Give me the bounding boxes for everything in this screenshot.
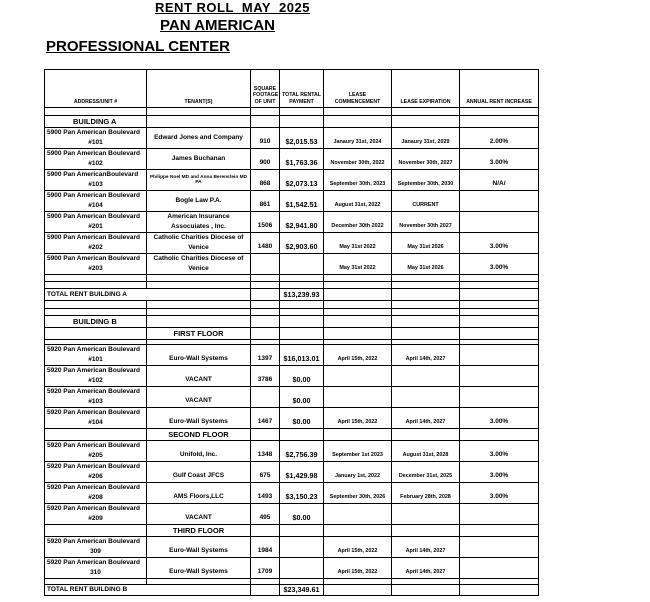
expiration-cell: Janaury 31st, 2029: [392, 128, 460, 149]
increase-cell: 3.00%: [460, 441, 539, 462]
tenant-cell: [147, 212, 251, 233]
address-line: 5920 Pan American Boulevard: [47, 346, 140, 353]
empty-cell: [147, 316, 251, 328]
address-line: 5900 Pan American Boulevard: [47, 234, 140, 241]
empty-cell: [324, 275, 392, 282]
commencement-cell: May 31st 2022: [324, 254, 392, 275]
address-line: 5920 Pan American Boulevard: [47, 559, 140, 566]
commencement-cell: September 30th, 2026: [324, 483, 392, 504]
empty-cell: [392, 301, 460, 309]
unit-number: #102: [88, 160, 103, 167]
property-name: PAN AMERICAN: [160, 17, 275, 34]
spacer-row: [45, 301, 539, 309]
tenant-cell: Euro-Wall Systems: [147, 345, 251, 366]
table-row: [45, 483, 539, 504]
empty-cell: [251, 282, 280, 289]
header-expiration: LEASE EXPIRATION: [392, 70, 460, 108]
commencement-cell: December 30th 2022: [324, 212, 392, 233]
sqft-cell: 1984: [251, 537, 280, 558]
empty-cell: [392, 289, 460, 301]
sqft-cell: 910: [251, 128, 280, 149]
empty-cell: [45, 282, 147, 289]
empty-cell: [392, 429, 460, 441]
table-row: [45, 387, 539, 408]
empty-cell: [280, 525, 324, 537]
header-commencement: LEASE COMMENCEMENT: [324, 70, 392, 108]
increase-cell: 3.00%: [460, 462, 539, 483]
commencement-cell: Janaury 31st, 2024: [324, 128, 392, 149]
increase-cell: [460, 558, 539, 579]
expiration-cell: August 31st, 2028: [392, 441, 460, 462]
rent-cell: [280, 254, 324, 275]
commencement-cell: September 30th, 2023: [324, 170, 392, 191]
tenant-cell: Euro-Wall Systems: [147, 558, 251, 579]
section-row: [45, 116, 539, 128]
increase-cell: 3.00%: [460, 408, 539, 429]
empty-cell: [392, 316, 460, 328]
table-row: [45, 441, 539, 462]
empty-cell: [251, 289, 280, 301]
header-row: [45, 70, 539, 108]
rent-roll-table: [44, 69, 539, 596]
empty-cell: [280, 275, 324, 282]
tenant-cell: VACANT: [147, 366, 251, 387]
sqft-cell: 1467: [251, 408, 280, 429]
increase-cell: [460, 191, 539, 212]
empty-cell: [147, 275, 251, 282]
empty-cell: [251, 301, 280, 309]
expiration-cell: CURRENT: [392, 191, 460, 212]
empty-cell: [324, 429, 392, 441]
total-row-building-a: [45, 289, 539, 301]
address-cell: [45, 366, 147, 387]
address-cell: [45, 212, 147, 233]
expiration-cell: November 30th 2027: [392, 212, 460, 233]
sqft-cell: 861: [251, 191, 280, 212]
increase-cell: [460, 537, 539, 558]
expiration-cell: May 31st 2026: [392, 233, 460, 254]
empty-cell: [324, 108, 392, 116]
table-row: [45, 345, 539, 366]
sqft-cell: 1709: [251, 558, 280, 579]
commencement-cell: [324, 504, 392, 525]
total-label: TOTAL RENT BUILDING B: [45, 585, 251, 596]
address-line: 5920 Pan American Boulevard: [47, 409, 140, 416]
empty-cell: [280, 328, 324, 340]
commencement-cell: April 15th, 2022: [324, 537, 392, 558]
empty-cell: [251, 328, 280, 340]
table-row: [45, 233, 539, 254]
unit-number: #206: [88, 473, 103, 480]
address-line: 5920 Pan American Boulevard: [47, 505, 140, 512]
unit-number: #104: [88, 202, 103, 209]
rent-cell: [280, 558, 324, 579]
table-row: [45, 537, 539, 558]
table-row: [45, 212, 539, 233]
sqft-cell: 675: [251, 462, 280, 483]
increase-cell: [460, 366, 539, 387]
empty-cell: [324, 328, 392, 340]
empty-cell: [45, 309, 147, 316]
sqft-cell: [251, 254, 280, 275]
address-cell: [45, 345, 147, 366]
expiration-cell: April 14th, 2027: [392, 537, 460, 558]
empty-cell: [280, 108, 324, 116]
tenant-cell: Unifold, Inc.: [147, 441, 251, 462]
section-row: [45, 316, 539, 328]
unit-number: #202: [88, 244, 103, 251]
empty-cell: [280, 316, 324, 328]
empty-cell: [460, 282, 539, 289]
commencement-cell: [324, 366, 392, 387]
sqft-cell: 495: [251, 504, 280, 525]
table-row: [45, 254, 539, 275]
header-sqft: SQUARE FOOTAGE OF UNIT: [251, 70, 280, 108]
sqft-cell: 1506: [251, 212, 280, 233]
empty-cell: [460, 116, 539, 128]
header-address: ADDRESS/UNIT #: [45, 70, 147, 108]
empty-cell: [324, 585, 392, 596]
empty-cell: [392, 108, 460, 116]
tenant-line-1: Catholic Charities Diocese of: [153, 255, 244, 262]
table-row: [45, 408, 539, 429]
address-cell: [45, 191, 147, 212]
empty-cell: [251, 309, 280, 316]
empty-cell: [147, 282, 251, 289]
rent-cell: $2,756.39: [280, 441, 324, 462]
address-line: 5920 Pan American Boulevard: [47, 442, 140, 449]
tenant-cell: [147, 191, 251, 212]
address-line: 5900 Pan AmericanBoulevard: [47, 171, 139, 178]
floor-row: [45, 328, 539, 340]
empty-cell: [280, 429, 324, 441]
empty-cell: [45, 525, 147, 537]
tenant-cell: Gulf Coast JFCS: [147, 462, 251, 483]
commencement-cell: September 1st 2023: [324, 441, 392, 462]
rent-cell: $2,903.60: [280, 233, 324, 254]
unit-number: 310: [90, 569, 101, 576]
unit-number: 309: [90, 548, 101, 555]
unit-number: #209: [88, 515, 103, 522]
tenant-line-2: Edward Jones and Company: [154, 134, 243, 141]
increase-cell: 2.00%: [460, 128, 539, 149]
address-cell: [45, 149, 147, 170]
increase-cell: 3.00%: [460, 483, 539, 504]
empty-cell: [460, 275, 539, 282]
empty-cell: [251, 316, 280, 328]
sqft-cell: 900: [251, 149, 280, 170]
tenant-line-1: Catholic Charities Diocese of: [153, 234, 244, 241]
tenant-line-2: James Buchanan: [171, 155, 226, 162]
empty-cell: [392, 309, 460, 316]
sqft-cell: 868: [251, 170, 280, 191]
rent-cell: $1,542.51: [280, 191, 324, 212]
increase-cell: [460, 212, 539, 233]
rent-cell: $0.00: [280, 366, 324, 387]
spacer-row: [45, 275, 539, 282]
empty-cell: [280, 301, 324, 309]
empty-cell: [324, 289, 392, 301]
commencement-cell: August 31st, 2022: [324, 191, 392, 212]
rent-cell: [280, 537, 324, 558]
floor-label: FIRST FLOOR: [147, 328, 251, 340]
empty-cell: [460, 108, 539, 116]
tenant-line-1: American Insurance: [167, 213, 230, 220]
address-line: 5900 Pan American Boulevard: [47, 255, 140, 262]
address-cell: [45, 254, 147, 275]
total-label: TOTAL RENT BUILDING A: [45, 289, 251, 301]
empty-cell: [251, 525, 280, 537]
empty-cell: [147, 108, 251, 116]
empty-cell: [45, 301, 147, 309]
spacer-row: [45, 108, 539, 116]
commencement-cell: May 31st 2022: [324, 233, 392, 254]
unit-number: #101: [88, 356, 103, 363]
expiration-cell: [392, 366, 460, 387]
section-label: BUILDING A: [45, 116, 147, 128]
increase-cell: [460, 387, 539, 408]
table-row: [45, 128, 539, 149]
address-line: 5920 Pan American Boulevard: [47, 367, 140, 374]
commencement-cell: [324, 387, 392, 408]
commencement-cell: November 30th, 2022: [324, 149, 392, 170]
empty-cell: [460, 316, 539, 328]
tenant-cell: [147, 170, 251, 191]
rent-cell: $0.00: [280, 504, 324, 525]
property-name-line2: PROFESSIONAL CENTER: [46, 38, 230, 55]
spacer-row: [45, 309, 539, 316]
empty-cell: [324, 282, 392, 289]
floor-row: [45, 429, 539, 441]
empty-cell: [392, 116, 460, 128]
empty-cell: [251, 116, 280, 128]
empty-cell: [324, 301, 392, 309]
section-label: BUILDING B: [45, 316, 147, 328]
tenant-cell: AMS Floors,LLC: [147, 483, 251, 504]
address-cell: [45, 441, 147, 462]
unit-number: #101: [88, 139, 103, 146]
table-row: [45, 149, 539, 170]
table-row: [45, 504, 539, 525]
tenant-cell: [147, 254, 251, 275]
empty-cell: [147, 301, 251, 309]
empty-cell: [392, 328, 460, 340]
empty-cell: [147, 309, 251, 316]
rent-cell: $0.00: [280, 387, 324, 408]
expiration-cell: April 14th, 2027: [392, 408, 460, 429]
address-line: 5920 Pan American Boulevard: [47, 484, 140, 491]
empty-cell: [392, 585, 460, 596]
address-cell: [45, 537, 147, 558]
unit-number: #102: [88, 377, 103, 384]
address-cell: [45, 558, 147, 579]
total-rent: $23,349.61: [280, 585, 324, 596]
empty-cell: [324, 525, 392, 537]
address-cell: [45, 128, 147, 149]
tenant-cell: Euro-Wall Systems: [147, 537, 251, 558]
address-line: 5900 Pan American Boulevard: [47, 129, 140, 136]
increase-cell: [460, 345, 539, 366]
tenant-cell: VACANT: [147, 504, 251, 525]
address-line: 5900 Pan American Boulevard: [47, 150, 140, 157]
table-row: [45, 170, 539, 191]
address-line: 5920 Pan American Boulevard: [47, 463, 140, 470]
address-line: 5900 Pan American Boulevard: [47, 192, 140, 199]
empty-cell: [251, 429, 280, 441]
rent-cell: $3,150.23: [280, 483, 324, 504]
expiration-cell: December 31st, 2025: [392, 462, 460, 483]
empty-cell: [280, 309, 324, 316]
unit-number: #203: [88, 265, 103, 272]
empty-cell: [460, 429, 539, 441]
empty-cell: [324, 316, 392, 328]
empty-cell: [251, 585, 280, 596]
address-cell: [45, 504, 147, 525]
tenant-line-2: Venice: [188, 244, 209, 251]
address-line: 5920 Pan American Boulevard: [47, 538, 140, 545]
address-cell: [45, 408, 147, 429]
tenant-cell: Euro-Wall Systems: [147, 408, 251, 429]
expiration-cell: [392, 504, 460, 525]
rent-cell: $2,015.53: [280, 128, 324, 149]
tenant-line-2: Assocuiates , Inc.: [171, 223, 226, 230]
sqft-cell: 3786: [251, 366, 280, 387]
empty-cell: [392, 275, 460, 282]
expiration-cell: [392, 387, 460, 408]
address-cell: [45, 233, 147, 254]
address-line: 5920 Pan American Boulevard: [47, 388, 140, 395]
total-rent: $13,239.93: [280, 289, 324, 301]
commencement-cell: April 15th, 2022: [324, 408, 392, 429]
sqft-cell: 1493: [251, 483, 280, 504]
table-row: [45, 558, 539, 579]
sqft-cell: 1348: [251, 441, 280, 462]
empty-cell: [460, 289, 539, 301]
unit-number: #208: [88, 494, 103, 501]
header-rent: TOTAL RENTAL PAYMENT: [280, 70, 324, 108]
table-row: [45, 462, 539, 483]
increase-cell: [460, 504, 539, 525]
empty-cell: [460, 328, 539, 340]
expiration-cell: September 30th, 2030: [392, 170, 460, 191]
commencement-cell: April 15th, 2022: [324, 558, 392, 579]
unit-number: #104: [88, 419, 103, 426]
empty-cell: [460, 301, 539, 309]
empty-cell: [147, 116, 251, 128]
floor-label: THIRD FLOOR: [147, 525, 251, 537]
empty-cell: [324, 309, 392, 316]
tenant-line-2: Venice: [188, 265, 209, 272]
rent-cell: $1,763.36: [280, 149, 324, 170]
rent-cell: $2,073.13: [280, 170, 324, 191]
increase-cell: 3.00%: [460, 254, 539, 275]
floor-label: SECOND FLOOR: [147, 429, 251, 441]
commencement-cell: April 15th, 2022: [324, 345, 392, 366]
table-row: [45, 366, 539, 387]
tenant-line-1: Philippe Noel MD and Anna Berenstein MD PA: [149, 174, 248, 185]
expiration-cell: February 28th, 2028: [392, 483, 460, 504]
empty-cell: [460, 525, 539, 537]
unit-number: #201: [88, 223, 103, 230]
increase-cell: 3.00%: [460, 149, 539, 170]
commencement-cell: January 1st, 2022: [324, 462, 392, 483]
empty-cell: [324, 116, 392, 128]
tenant-line-2: Bogle Law P.A.: [175, 197, 222, 204]
empty-cell: [460, 309, 539, 316]
empty-cell: [45, 429, 147, 441]
empty-cell: [251, 108, 280, 116]
rent-cell: $1,429.98: [280, 462, 324, 483]
unit-number: #205: [88, 452, 103, 459]
address-line: 5900 Pan American Boulevard: [47, 213, 140, 220]
header-tenant: TENANT(S): [147, 70, 251, 108]
increase-cell: 3.00%: [460, 233, 539, 254]
unit-number: #103: [88, 398, 103, 405]
expiration-cell: November 30th, 2027: [392, 149, 460, 170]
empty-cell: [45, 275, 147, 282]
empty-cell: [251, 275, 280, 282]
rent-cell: $16,013.01: [280, 345, 324, 366]
expiration-cell: April 14th, 2027: [392, 558, 460, 579]
empty-cell: [45, 328, 147, 340]
empty-cell: [392, 282, 460, 289]
unit-number: #103: [88, 181, 103, 188]
address-cell: [45, 170, 147, 191]
expiration-cell: April 14th, 2027: [392, 345, 460, 366]
address-cell: [45, 462, 147, 483]
empty-cell: [280, 116, 324, 128]
empty-cell: [392, 525, 460, 537]
floor-row: [45, 525, 539, 537]
table-row: [45, 191, 539, 212]
address-cell: [45, 483, 147, 504]
sqft-cell: [251, 387, 280, 408]
tenant-cell: [147, 233, 251, 254]
total-row-building-b: [45, 585, 539, 596]
empty-cell: [45, 108, 147, 116]
tenant-cell: VACANT: [147, 387, 251, 408]
sqft-cell: 1397: [251, 345, 280, 366]
spacer-row: [45, 282, 539, 289]
rent-cell: $2,941.80: [280, 212, 324, 233]
report-title: RENT ROLL MAY 2025: [155, 0, 310, 15]
rent-cell: $0.00: [280, 408, 324, 429]
expiration-cell: May 31st 2026: [392, 254, 460, 275]
header-increase: ANNUAL RENT INCREASE: [460, 70, 539, 108]
empty-cell: [280, 282, 324, 289]
tenant-cell: [147, 149, 251, 170]
address-cell: [45, 387, 147, 408]
empty-cell: [460, 585, 539, 596]
tenant-cell: [147, 128, 251, 149]
increase-cell: N/A/: [460, 170, 539, 191]
sqft-cell: 1480: [251, 233, 280, 254]
